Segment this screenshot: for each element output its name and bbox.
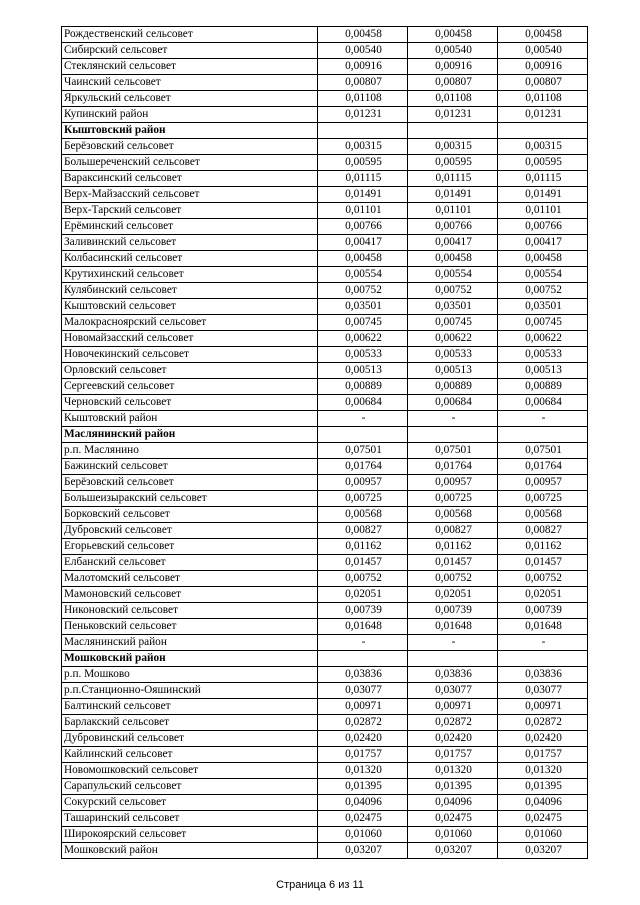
value-cell-3: 0,01757 [498, 747, 588, 763]
table-row [62, 91, 588, 107]
value-cell-1: 0,01108 [318, 91, 408, 107]
value-cell-1: 0,00739 [318, 603, 408, 619]
municipality-name: Малокрасноярский сельсовет [62, 315, 318, 331]
municipality-name: Елбанский сельсовет [62, 555, 318, 571]
municipality-name: Сибирский сельсовет [62, 43, 318, 59]
municipality-name: Заливинский сельсовет [62, 235, 318, 251]
municipality-name: Кыштовский район [62, 411, 318, 427]
value-cell-3: - [498, 411, 588, 427]
district-header-row [62, 651, 588, 667]
value-cell-2: 0,00568 [408, 507, 498, 523]
value-cell-3: 0,00739 [498, 603, 588, 619]
value-cell-3: 0,00417 [498, 235, 588, 251]
value-cell-3: 0,01320 [498, 763, 588, 779]
value-cell-1: 0,04096 [318, 795, 408, 811]
empty-cell [408, 427, 498, 443]
value-cell-3: 0,00554 [498, 267, 588, 283]
empty-cell [498, 123, 588, 139]
value-cell-2: 0,00684 [408, 395, 498, 411]
value-cell-2: 0,02872 [408, 715, 498, 731]
value-cell-1: 0,00622 [318, 331, 408, 347]
value-cell-2: 0,00739 [408, 603, 498, 619]
value-cell-2: 0,00513 [408, 363, 498, 379]
district-header: Мошковский район [62, 651, 318, 667]
municipality-name: Вараксинский сельсовет [62, 171, 318, 187]
value-cell-1: 0,03501 [318, 299, 408, 315]
table-row [62, 763, 588, 779]
value-cell-1: 0,01320 [318, 763, 408, 779]
municipality-name: Верх-Майзасский сельсовет [62, 187, 318, 203]
district-header-row [62, 427, 588, 443]
district-header: Маслянинский район [62, 427, 318, 443]
value-cell-2: 0,01231 [408, 107, 498, 123]
value-cell-1: 0,01115 [318, 171, 408, 187]
value-cell-3: 0,00513 [498, 363, 588, 379]
table-row [62, 539, 588, 555]
value-cell-1: 0,00458 [318, 251, 408, 267]
table-row [62, 555, 588, 571]
table-row [62, 795, 588, 811]
table-row [62, 395, 588, 411]
empty-cell [498, 427, 588, 443]
value-cell-3: 0,01491 [498, 187, 588, 203]
value-cell-3: 0,00595 [498, 155, 588, 171]
value-cell-2: 0,01115 [408, 171, 498, 187]
value-cell-1: 0,03077 [318, 683, 408, 699]
empty-cell [318, 123, 408, 139]
value-cell-3: 0,00533 [498, 347, 588, 363]
value-cell-1: 0,01395 [318, 779, 408, 795]
municipality-name: Мошковский район [62, 843, 318, 859]
table-row [62, 491, 588, 507]
value-cell-3: 0,00916 [498, 59, 588, 75]
table-row [62, 587, 588, 603]
value-cell-3: 0,00568 [498, 507, 588, 523]
value-cell-1: 0,00684 [318, 395, 408, 411]
empty-cell [498, 651, 588, 667]
value-cell-2: 0,00957 [408, 475, 498, 491]
value-cell-2: 0,00752 [408, 571, 498, 587]
municipality-name: Стеклянский сельсовет [62, 59, 318, 75]
value-cell-2: 0,00807 [408, 75, 498, 91]
municipality-name: Дубровский сельсовет [62, 523, 318, 539]
value-cell-3: 0,02872 [498, 715, 588, 731]
municipality-name: Колбасинский сельсовет [62, 251, 318, 267]
value-cell-3: 0,00807 [498, 75, 588, 91]
table-row [62, 523, 588, 539]
table-row [62, 315, 588, 331]
value-cell-2: 0,03077 [408, 683, 498, 699]
table-row [62, 235, 588, 251]
value-cell-2: 0,00916 [408, 59, 498, 75]
table-row [62, 459, 588, 475]
municipality-name: Берёзовский сельсовет [62, 139, 318, 155]
municipality-name: Сергеевский сельсовет [62, 379, 318, 395]
table-row [62, 779, 588, 795]
table-row [62, 811, 588, 827]
value-cell-3: 0,00827 [498, 523, 588, 539]
municipality-name: р.п.Станционно-Ояшинский [62, 683, 318, 699]
value-cell-1: 0,00554 [318, 267, 408, 283]
value-cell-1: 0,02872 [318, 715, 408, 731]
value-cell-1: 0,00725 [318, 491, 408, 507]
municipality-name: Верх-Тарский сельсовет [62, 203, 318, 219]
municipality-name: Малотомский сельсовет [62, 571, 318, 587]
value-cell-3: 0,00315 [498, 139, 588, 155]
value-cell-1: 0,01757 [318, 747, 408, 763]
table-row [62, 715, 588, 731]
value-cell-1: 0,00807 [318, 75, 408, 91]
value-cell-3: 0,00766 [498, 219, 588, 235]
table-row [62, 187, 588, 203]
table-row [62, 747, 588, 763]
table-row [62, 27, 588, 43]
value-cell-2: 0,01457 [408, 555, 498, 571]
table-row [62, 683, 588, 699]
value-cell-2: 0,00752 [408, 283, 498, 299]
value-cell-2: 0,00533 [408, 347, 498, 363]
municipality-name: Сокурский сельсовет [62, 795, 318, 811]
value-cell-1: 0,00540 [318, 43, 408, 59]
table-row [62, 363, 588, 379]
table-row [62, 635, 588, 651]
municipality-name: Берёзовский сельсовет [62, 475, 318, 491]
value-cell-1: 0,02420 [318, 731, 408, 747]
value-cell-3: 0,03836 [498, 667, 588, 683]
municipality-name: Яркульский сельсовет [62, 91, 318, 107]
value-cell-2: 0,02420 [408, 731, 498, 747]
municipality-name: Орловский сельсовет [62, 363, 318, 379]
value-cell-3: 0,00458 [498, 27, 588, 43]
value-cell-2: 0,01101 [408, 203, 498, 219]
table-row [62, 251, 588, 267]
value-cell-2: 0,00315 [408, 139, 498, 155]
value-cell-3: 0,00684 [498, 395, 588, 411]
value-cell-2: 0,00889 [408, 379, 498, 395]
municipality-name: Барлакский сельсовет [62, 715, 318, 731]
value-cell-3: 0,03077 [498, 683, 588, 699]
municipality-name: Борковский сельсовет [62, 507, 318, 523]
municipality-name: Кайлинский сельсовет [62, 747, 318, 763]
value-cell-3: 0,01648 [498, 619, 588, 635]
table-row [62, 107, 588, 123]
municipality-name: Ерёминский сельсовет [62, 219, 318, 235]
value-cell-3: - [498, 635, 588, 651]
value-cell-2: 0,01757 [408, 747, 498, 763]
table-row [62, 59, 588, 75]
table-row [62, 507, 588, 523]
table-row [62, 475, 588, 491]
value-cell-2: 0,01060 [408, 827, 498, 843]
municipality-name: Черновский сельсовет [62, 395, 318, 411]
value-cell-2: 0,03836 [408, 667, 498, 683]
municipality-name: Маслянинский район [62, 635, 318, 651]
value-cell-2: 0,00725 [408, 491, 498, 507]
table-row [62, 667, 588, 683]
value-cell-3: 0,02420 [498, 731, 588, 747]
municipality-name: Новомошковский сельсовет [62, 763, 318, 779]
municipality-name: Крутихинский сельсовет [62, 267, 318, 283]
municipality-name: Никоновский сельсовет [62, 603, 318, 619]
value-cell-1: 0,00916 [318, 59, 408, 75]
municipality-name: Ташаринский сельсовет [62, 811, 318, 827]
value-cell-3: 0,02051 [498, 587, 588, 603]
value-cell-3: 0,00745 [498, 315, 588, 331]
value-cell-1: 0,00315 [318, 139, 408, 155]
district-header-row [62, 123, 588, 139]
municipality-name: р.п. Маслянино [62, 443, 318, 459]
value-cell-1: - [318, 635, 408, 651]
value-cell-1: - [318, 411, 408, 427]
value-cell-2: 0,02475 [408, 811, 498, 827]
table-row [62, 619, 588, 635]
value-cell-3: 0,00889 [498, 379, 588, 395]
value-cell-1: 0,01648 [318, 619, 408, 635]
value-cell-2: 0,01162 [408, 539, 498, 555]
table-row [62, 603, 588, 619]
value-cell-2: 0,00745 [408, 315, 498, 331]
value-cell-2: - [408, 411, 498, 427]
value-cell-3: 0,00752 [498, 283, 588, 299]
table-row [62, 411, 588, 427]
value-cell-1: 0,00533 [318, 347, 408, 363]
table-row [62, 379, 588, 395]
table-row [62, 843, 588, 859]
table-body [62, 27, 588, 859]
value-cell-3: 0,00458 [498, 251, 588, 267]
value-cell-3: 0,01231 [498, 107, 588, 123]
coefficients-table [61, 26, 588, 859]
municipality-name: Новочекинский сельсовет [62, 347, 318, 363]
value-cell-3: 0,01764 [498, 459, 588, 475]
value-cell-1: 0,00568 [318, 507, 408, 523]
value-cell-1: 0,00513 [318, 363, 408, 379]
municipality-name: Пеньковский сельсовет [62, 619, 318, 635]
value-cell-2: 0,01320 [408, 763, 498, 779]
table-row [62, 731, 588, 747]
value-cell-1: 0,01101 [318, 203, 408, 219]
value-cell-1: 0,00957 [318, 475, 408, 491]
municipality-name: Чаинский сельсовет [62, 75, 318, 91]
value-cell-2: - [408, 635, 498, 651]
value-cell-2: 0,07501 [408, 443, 498, 459]
table-row [62, 283, 588, 299]
table-row [62, 155, 588, 171]
municipality-name: Балтинский сельсовет [62, 699, 318, 715]
value-cell-1: 0,00766 [318, 219, 408, 235]
table-row [62, 267, 588, 283]
municipality-name: Дубровинский сельсовет [62, 731, 318, 747]
value-cell-2: 0,01491 [408, 187, 498, 203]
value-cell-1: 0,01491 [318, 187, 408, 203]
value-cell-1: 0,00745 [318, 315, 408, 331]
value-cell-1: 0,01060 [318, 827, 408, 843]
table-row [62, 171, 588, 187]
table-row [62, 43, 588, 59]
value-cell-1: 0,01162 [318, 539, 408, 555]
municipality-name: Кулябинский сельсовет [62, 283, 318, 299]
value-cell-2: 0,01108 [408, 91, 498, 107]
value-cell-3: 0,00725 [498, 491, 588, 507]
value-cell-1: 0,00889 [318, 379, 408, 395]
table-row [62, 219, 588, 235]
value-cell-1: 0,02475 [318, 811, 408, 827]
municipality-name: Мамоновский сельсовет [62, 587, 318, 603]
value-cell-2: 0,03501 [408, 299, 498, 315]
value-cell-2: 0,00766 [408, 219, 498, 235]
value-cell-3: 0,01162 [498, 539, 588, 555]
value-cell-3: 0,00971 [498, 699, 588, 715]
table-row [62, 299, 588, 315]
value-cell-1: 0,03207 [318, 843, 408, 859]
value-cell-1: 0,01231 [318, 107, 408, 123]
table-row [62, 443, 588, 459]
value-cell-1: 0,03836 [318, 667, 408, 683]
table-row [62, 699, 588, 715]
page-footer: Страница 6 из 11 [276, 879, 364, 891]
value-cell-1: 0,00827 [318, 523, 408, 539]
value-cell-1: 0,00752 [318, 283, 408, 299]
empty-cell [318, 651, 408, 667]
value-cell-2: 0,03207 [408, 843, 498, 859]
value-cell-1: 0,01457 [318, 555, 408, 571]
value-cell-3: 0,01101 [498, 203, 588, 219]
table-row [62, 347, 588, 363]
value-cell-3: 0,00752 [498, 571, 588, 587]
value-cell-3: 0,00957 [498, 475, 588, 491]
value-cell-1: 0,00458 [318, 27, 408, 43]
value-cell-3: 0,01457 [498, 555, 588, 571]
value-cell-2: 0,01395 [408, 779, 498, 795]
table-row [62, 203, 588, 219]
value-cell-2: 0,00458 [408, 27, 498, 43]
table-row [62, 139, 588, 155]
value-cell-2: 0,01648 [408, 619, 498, 635]
value-cell-3: 0,04096 [498, 795, 588, 811]
empty-cell [408, 651, 498, 667]
value-cell-3: 0,00540 [498, 43, 588, 59]
municipality-name: Сарапульский сельсовет [62, 779, 318, 795]
value-cell-3: 0,01115 [498, 171, 588, 187]
value-cell-3: 0,00622 [498, 331, 588, 347]
value-cell-3: 0,01060 [498, 827, 588, 843]
value-cell-3: 0,02475 [498, 811, 588, 827]
municipality-name: р.п. Мошково [62, 667, 318, 683]
municipality-name: Большеизыракский сельсовет [62, 491, 318, 507]
value-cell-2: 0,02051 [408, 587, 498, 603]
value-cell-1: 0,07501 [318, 443, 408, 459]
value-cell-2: 0,04096 [408, 795, 498, 811]
municipality-name: Широкоярский сельсовет [62, 827, 318, 843]
value-cell-3: 0,03207 [498, 843, 588, 859]
municipality-name: Кыштовский сельсовет [62, 299, 318, 315]
value-cell-2: 0,00595 [408, 155, 498, 171]
empty-cell [318, 427, 408, 443]
value-cell-3: 0,01395 [498, 779, 588, 795]
district-header: Кыштовский район [62, 123, 318, 139]
value-cell-3: 0,07501 [498, 443, 588, 459]
value-cell-2: 0,01764 [408, 459, 498, 475]
value-cell-1: 0,00971 [318, 699, 408, 715]
value-cell-1: 0,00417 [318, 235, 408, 251]
value-cell-1: 0,00752 [318, 571, 408, 587]
value-cell-1: 0,01764 [318, 459, 408, 475]
value-cell-1: 0,00595 [318, 155, 408, 171]
municipality-name: Купинский район [62, 107, 318, 123]
municipality-name: Большереченский сельсовет [62, 155, 318, 171]
empty-cell [408, 123, 498, 139]
value-cell-2: 0,00554 [408, 267, 498, 283]
value-cell-2: 0,00417 [408, 235, 498, 251]
table-row [62, 571, 588, 587]
value-cell-3: 0,01108 [498, 91, 588, 107]
value-cell-2: 0,00827 [408, 523, 498, 539]
municipality-name: Рождественский сельсовет [62, 27, 318, 43]
value-cell-3: 0,03501 [498, 299, 588, 315]
value-cell-2: 0,00540 [408, 43, 498, 59]
table-row [62, 331, 588, 347]
municipality-name: Бажинский сельсовет [62, 459, 318, 475]
municipality-name: Егорьевский сельсовет [62, 539, 318, 555]
municipality-name: Новомайзасский сельсовет [62, 331, 318, 347]
table-row [62, 75, 588, 91]
value-cell-1: 0,02051 [318, 587, 408, 603]
value-cell-2: 0,00458 [408, 251, 498, 267]
value-cell-2: 0,00971 [408, 699, 498, 715]
value-cell-2: 0,00622 [408, 331, 498, 347]
table-row [62, 827, 588, 843]
